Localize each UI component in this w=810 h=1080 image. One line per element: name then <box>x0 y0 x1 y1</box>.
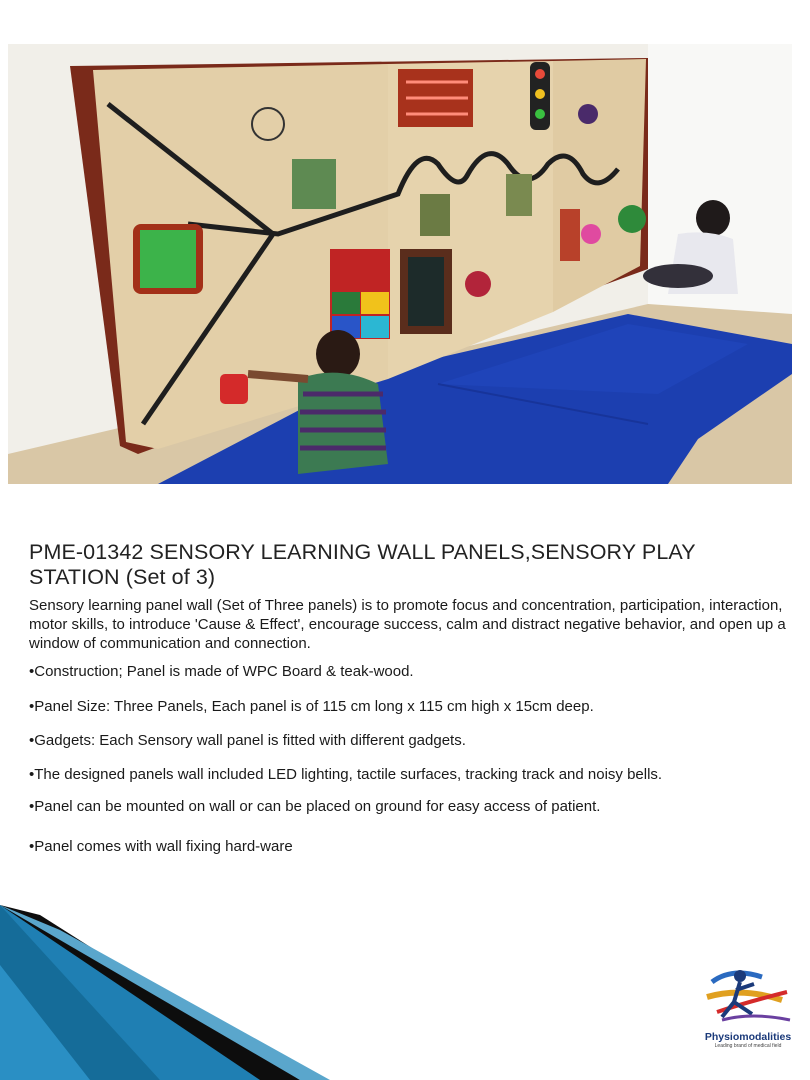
bullet-panel-size: •Panel Size: Three Panels, Each panel is of 115 cm long x 115 cm high x 15cm deep. <box>29 698 594 715</box>
bullet-mounting: •Panel can be mounted on wall or can be placed on ground for easy access of patient. <box>29 798 601 815</box>
logo-name: Physiomodalities <box>704 1031 792 1043</box>
footer-decoration <box>0 905 810 1080</box>
bullet-gadgets: •Gadgets: Each Sensory wall panel is fitted with different gadgets. <box>29 732 466 749</box>
bullet-construction: •Construction; Panel is made of WPC Board & teak-wood. <box>29 663 414 680</box>
product-photo <box>8 44 792 484</box>
product-title: PME-01342 SENSORY LEARNING WALL PANELS,SENSORY PLAY STATION (Set of 3) <box>29 540 696 589</box>
logo-tagline: Leading brand of medical field <box>714 1043 782 1049</box>
bullet-hardware: •Panel comes with wall fixing hard-ware <box>29 838 293 855</box>
product-description: Sensory learning panel wall (Set of Three panels) is to promote focus and concentration, participation, interaction, motor skills, to introduce 'Cause & Effect', encourage success, calm and distract negative behavior, and open up a window of communication and connection. <box>29 597 786 652</box>
bullet-features: •The designed panels wall included LED lighting, tactile surfaces, tracking track and noisy bells. <box>29 766 663 783</box>
